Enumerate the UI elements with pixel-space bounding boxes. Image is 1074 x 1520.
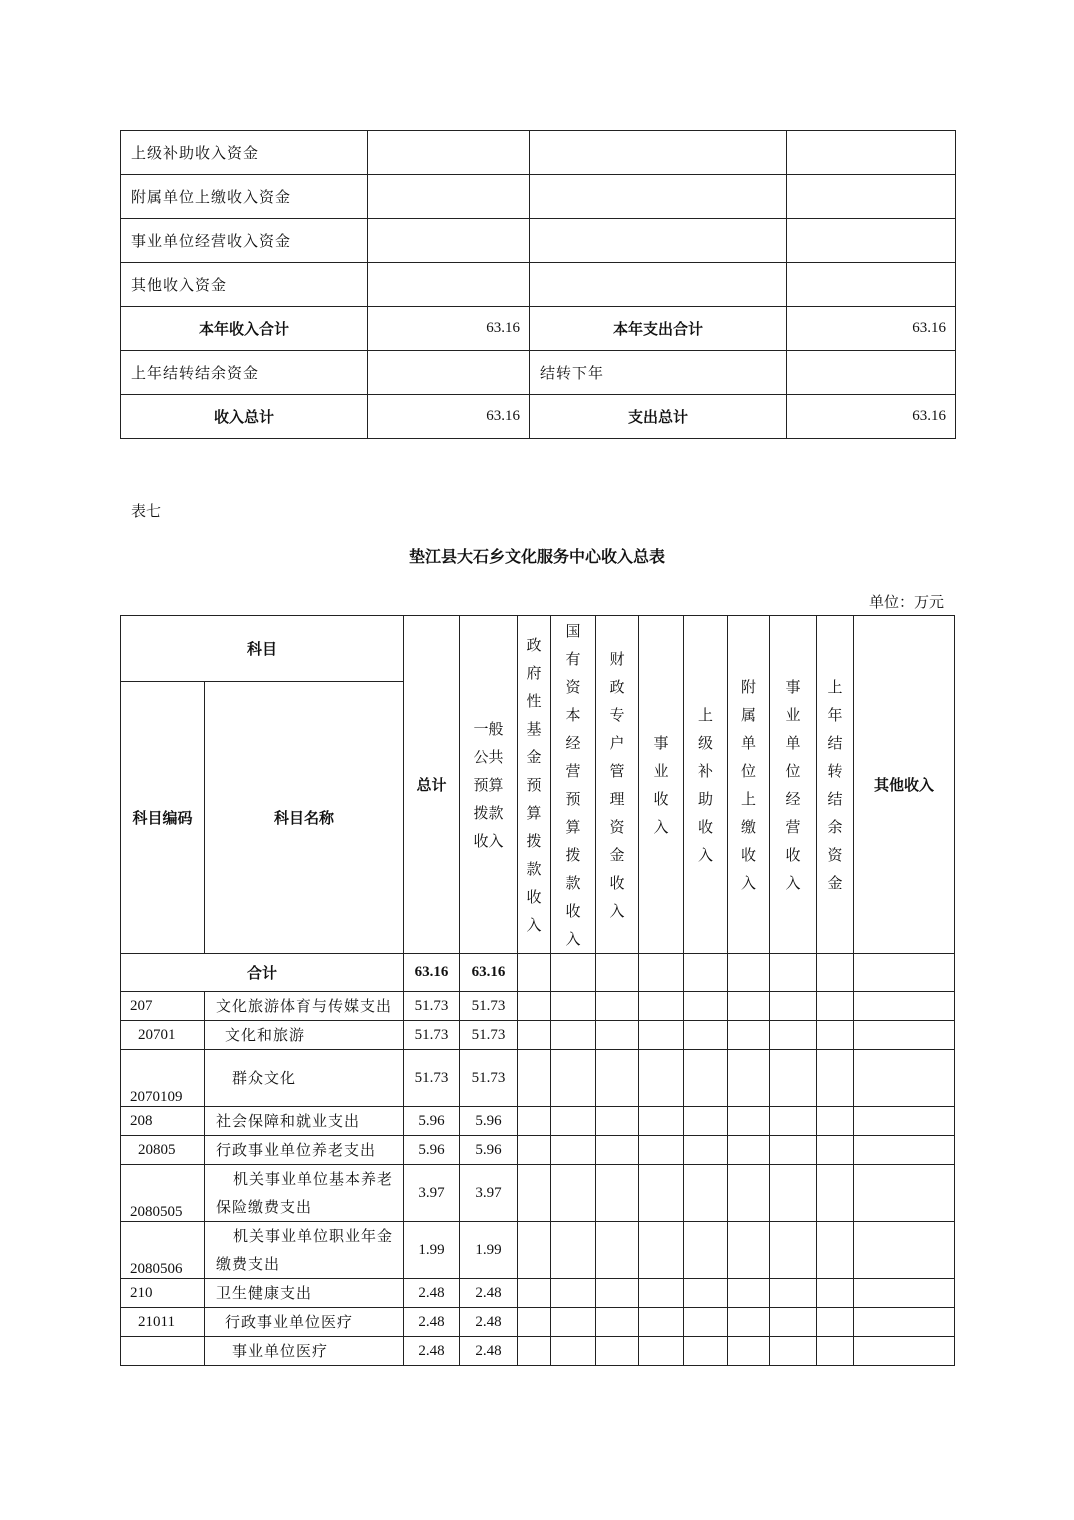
table-title: 垫江县大石乡文化服务中心收入总表	[408, 547, 665, 566]
table-row	[121, 351, 956, 395]
income-grand-total-value: 63.16	[368, 395, 530, 439]
total-header: 总计	[404, 616, 460, 954]
subject-code: 20701	[121, 1021, 205, 1050]
subject-code: 2080505	[121, 1165, 205, 1222]
row-value-2	[787, 175, 956, 219]
row-value-2	[787, 219, 956, 263]
row-total: 3.97	[404, 1165, 460, 1222]
total-row-label: 合计	[121, 954, 404, 992]
affiliated-income-header-text: 附属单位上缴收入	[741, 677, 757, 892]
subject-name: 行政事业单位养老支出	[205, 1136, 404, 1165]
subject-code: 208	[121, 1107, 205, 1136]
row-total: 2.48	[404, 1337, 460, 1366]
subject-name: 机关事业单位基本养老保险缴费支出	[205, 1165, 404, 1222]
income-summary-table	[120, 615, 955, 1366]
row-value-2	[787, 131, 956, 175]
row-general: 51.73	[460, 1021, 518, 1050]
table-row	[121, 131, 956, 175]
table-number: 表七	[131, 502, 162, 520]
table-row	[121, 1021, 955, 1050]
row-general: 5.96	[460, 1107, 518, 1136]
table-row	[121, 219, 956, 263]
subject-code: 207	[121, 992, 205, 1021]
subject-code: 2070109	[121, 1050, 205, 1107]
row-label-2	[530, 263, 787, 307]
row-value	[368, 219, 530, 263]
subject-name: 文化旅游体育与传媒支出	[205, 992, 404, 1021]
expense-grand-total-value: 63.16	[787, 395, 956, 439]
other-income-header: 其他收入	[854, 616, 955, 954]
row-total: 51.73	[404, 992, 460, 1021]
affiliated-income-header	[728, 616, 770, 954]
table-row	[121, 175, 956, 219]
row-label: 其他收入资金	[121, 263, 368, 307]
row-general: 5.96	[460, 1136, 518, 1165]
row-value	[368, 351, 530, 395]
subject-header: 科目	[121, 616, 404, 682]
row-general: 51.73	[460, 1050, 518, 1107]
row-total: 5.96	[404, 1136, 460, 1165]
row-label-2	[530, 219, 787, 263]
row-general: 2.48	[460, 1279, 518, 1308]
row-general: 2.48	[460, 1337, 518, 1366]
operating-income-header	[770, 616, 817, 954]
annual-expense-total-value: 63.16	[787, 307, 956, 351]
general-budget-header	[460, 616, 518, 954]
row-total: 2.48	[404, 1279, 460, 1308]
row-label-2	[530, 131, 787, 175]
subject-code	[121, 1337, 205, 1366]
row-value	[368, 131, 530, 175]
table-row	[121, 1308, 955, 1337]
row-total: 51.73	[404, 1050, 460, 1107]
row-general: 3.97	[460, 1165, 518, 1222]
subject-name: 群众文化	[205, 1050, 404, 1107]
annual-income-total-label: 本年收入合计	[121, 307, 368, 351]
gov-fund-header-text: 政府性基金预算拨款收入	[526, 635, 542, 934]
row-value	[368, 263, 530, 307]
annual-expense-total-label: 本年支出合计	[530, 307, 787, 351]
table-row	[121, 307, 956, 351]
row-total: 2.48	[404, 1308, 460, 1337]
row-value-2	[787, 263, 956, 307]
general-budget-header-text: 一般公共预算拨款收入	[473, 719, 504, 850]
subject-code: 2080506	[121, 1222, 205, 1279]
subject-name: 社会保障和就业支出	[205, 1107, 404, 1136]
table-row	[121, 1222, 955, 1279]
table-row	[121, 1279, 955, 1308]
business-income-header	[639, 616, 684, 954]
row-total: 51.73	[404, 1021, 460, 1050]
subject-code: 210	[121, 1279, 205, 1308]
state-capital-header-text: 国有资本经营预算拨款收入	[565, 621, 581, 948]
annual-income-total-value: 63.16	[368, 307, 530, 351]
row-general: 1.99	[460, 1222, 518, 1279]
row-label: 附属单位上缴收入资金	[121, 175, 368, 219]
table-row	[121, 263, 956, 307]
superior-subsidy-header-text: 上级补助收入	[698, 705, 714, 864]
row-value-2	[787, 351, 956, 395]
subject-code: 20805	[121, 1136, 205, 1165]
row-label-2	[530, 175, 787, 219]
income-grand-total-label: 收入总计	[121, 395, 368, 439]
row-label-2: 结转下年	[530, 351, 787, 395]
row-label: 事业单位经营收入资金	[121, 219, 368, 263]
income-expense-summary-table	[120, 130, 956, 439]
operating-income-header-text: 事业单位经营收入	[785, 677, 801, 892]
table-row	[121, 1165, 955, 1222]
state-capital-header	[551, 616, 596, 954]
superior-subsidy-header	[684, 616, 728, 954]
business-income-header-text: 事业收入	[653, 733, 669, 836]
row-general: 51.73	[460, 992, 518, 1021]
row-label: 上年结转结余资金	[121, 351, 368, 395]
row-value	[368, 175, 530, 219]
row-total: 1.99	[404, 1222, 460, 1279]
total-row	[121, 954, 955, 992]
fiscal-special-header	[596, 616, 639, 954]
subject-code: 21011	[121, 1308, 205, 1337]
subject-name: 机关事业单位职业年金缴费支出	[205, 1222, 404, 1279]
table-row	[121, 1107, 955, 1136]
total-row-general: 63.16	[460, 954, 518, 992]
subject-name: 事业单位医疗	[205, 1337, 404, 1366]
table-row	[121, 395, 956, 439]
carryover-header	[817, 616, 854, 954]
table-row	[121, 992, 955, 1021]
row-general: 2.48	[460, 1308, 518, 1337]
unit-label: 单位：万元	[868, 593, 944, 611]
table-row	[121, 1050, 955, 1107]
subject-name: 行政事业单位医疗	[205, 1308, 404, 1337]
gov-fund-header	[518, 616, 551, 954]
subject-code-header: 科目编码	[121, 682, 205, 954]
carryover-header-text: 上年结转结余资金	[827, 677, 843, 892]
table-row	[121, 1136, 955, 1165]
subject-name: 文化和旅游	[205, 1021, 404, 1050]
row-total: 5.96	[404, 1107, 460, 1136]
total-row-total: 63.16	[404, 954, 460, 992]
expense-grand-total-label: 支出总计	[530, 395, 787, 439]
table-row	[121, 1337, 955, 1366]
row-label: 上级补助收入资金	[121, 131, 368, 175]
subject-name-header: 科目名称	[205, 682, 404, 954]
fiscal-special-header-text: 财政专户管理资金收入	[609, 649, 625, 920]
header-row	[121, 616, 955, 682]
subject-name: 卫生健康支出	[205, 1279, 404, 1308]
